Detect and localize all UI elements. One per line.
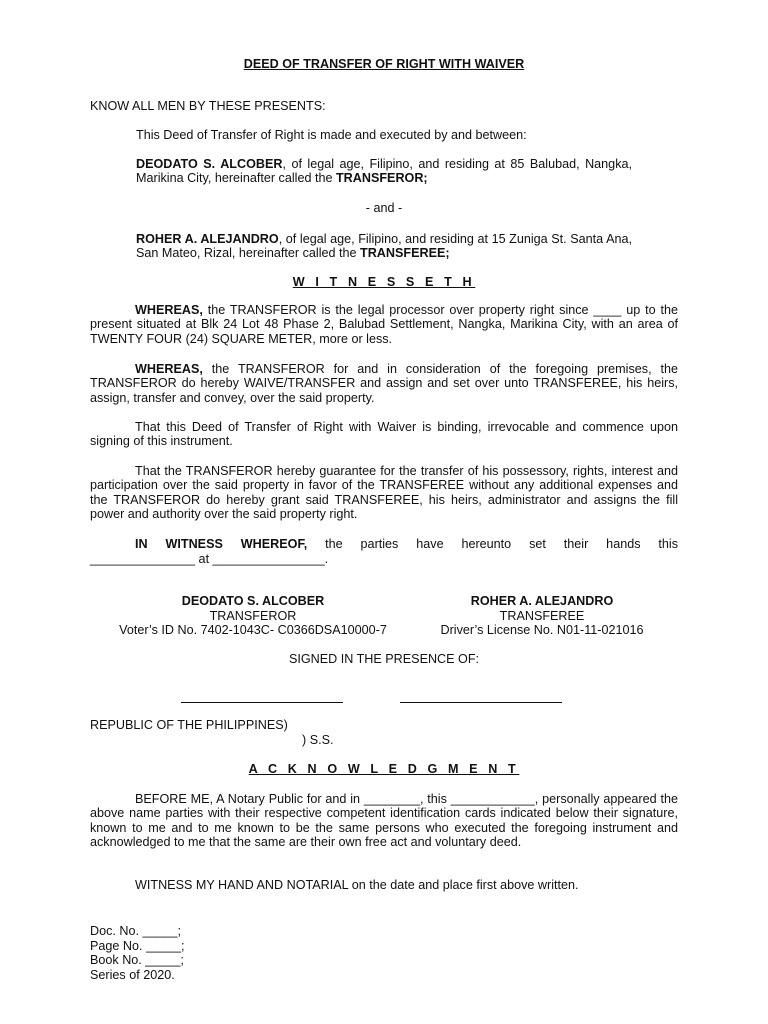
- transferee-details: , of legal age, Filipino, and residing at 15 Zuniga St. Santa Ana, San Mateo, Rizal, hereinafter called the: [136, 232, 632, 261]
- whereas-paragraph-2: [90, 362, 678, 405]
- series-line: Series of 2020.: [90, 967, 175, 982]
- transferor-name: DEODATO S. ALCOBER: [136, 157, 283, 171]
- transferee-role: TRANSFEREE;: [360, 246, 450, 261]
- witnesseth-text: W I T N E S S E T H: [292, 275, 476, 289]
- transferor-details: , of legal age, Filipino, and residing at 85 Balubad, Nangka, Marikina City, hereinafter called the: [136, 157, 632, 186]
- binding-paragraph: That this Deed of Transfer of Right with Waiver is binding, irrevocable and commence upon signing of this instrument.: [90, 420, 678, 449]
- and-separator: - and -: [365, 201, 403, 215]
- transferee-signature-block: [414, 594, 670, 638]
- whereas-paragraph-1: [90, 303, 678, 346]
- signed-in-presence: SIGNED IN THE PRESENCE OF:: [288, 652, 480, 666]
- signatory-right-role: TRANSFEREE: [499, 608, 585, 623]
- doc-entries: [90, 924, 185, 982]
- whereas-1-lead: WHEREAS,: [135, 303, 203, 317]
- whereas-1-text: the TRANSFEROR is the legal processor over property right since ____ up to the present situated at Blk 24 Lot 48 Phase 2, Balubad Settlement, Nangka, Marikina City, with an area of TWENTY FOUR (24) SQUARE METER, more or less.: [90, 303, 678, 346]
- document-title: DEED OF TRANSFER OF RIGHT WITH WAIVER: [243, 57, 525, 71]
- know-all-men: KNOW ALL MEN BY THESE PRESENTS:: [90, 99, 326, 113]
- witness-signature-line-2: [400, 702, 562, 703]
- guarantee-paragraph: That the TRANSFEROR hereby guarantee for the transfer of his possessory, rights, interest and participation over the said property in favor of the TRANSFEREE without any additional expenses and the TRANSFEROR do hereby grant said TRANSFEREE, his heirs, administrator and assigns the fill power and authority over the said property right.: [90, 464, 678, 522]
- signatory-left-name: DEODATO S. ALCOBER: [181, 594, 325, 608]
- transferor-role: TRANSFEROR;: [335, 171, 428, 186]
- transferor-signature-block: [90, 594, 416, 638]
- transferee-name: ROHER A. ALEJANDRO: [136, 232, 279, 246]
- ss-line: ) S.S.: [302, 733, 334, 747]
- transferee-paragraph: [136, 232, 632, 261]
- in-witness-text: the parties have hereunto set their hands this: [307, 537, 678, 551]
- before-me-paragraph: BEFORE ME, A Notary Public for and in ________, this ____________, personally appeared the above name parties with their respective competent identification cards indicated below their signature, known to me and to me known to be the same persons who executed the foregoing instrument and acknowledged to me that the same are their own free act and voluntary deed.: [90, 792, 678, 850]
- signatory-right-id: Driver’s License No. N01-11-021016: [440, 623, 644, 638]
- whereas-2-lead: WHEREAS,: [135, 362, 203, 376]
- signatory-right-name: ROHER A. ALEJANDRO: [470, 594, 614, 608]
- in-witness-paragraph: [90, 537, 678, 551]
- witnesseth-heading: [0, 275, 768, 289]
- witness-signature-line-1: [181, 702, 343, 703]
- doc-no: Doc. No. _____;: [90, 924, 182, 938]
- intro-paragraph: This Deed of Transfer of Right is made and executed by and between:: [136, 128, 527, 142]
- book-no: Book No. _____;: [90, 953, 184, 968]
- in-witness-lead: IN WITNESS WHEREOF,: [135, 537, 308, 551]
- signatory-left-id: Voter’s ID No. 7402-1043C- C0366DSA10000-7: [119, 623, 387, 638]
- witness-my-hand: WITNESS MY HAND AND NOTARIAL on the date and place first above written.: [135, 878, 579, 892]
- transferor-paragraph: [136, 157, 632, 186]
- acknowledgment-text: A C K N O W L E D G M E N T: [248, 762, 520, 776]
- acknowledgment-heading: [0, 762, 768, 776]
- page-no: Page No. _____;: [90, 938, 185, 953]
- in-witness-date-line: _______________ at ________________.: [90, 552, 329, 566]
- signatory-left-role: TRANSFEROR: [209, 608, 297, 623]
- republic-line: REPUBLIC OF THE PHILIPPINES): [90, 718, 288, 732]
- whereas-2-text: the TRANSFEROR for and in consideration of the foregoing premises, the TRANSFEROR do hereby WAIVE/TRANSFER and assign and set over unto TRANSFEREE, his heirs, assign, transfer and convey, over the said property.: [90, 362, 678, 405]
